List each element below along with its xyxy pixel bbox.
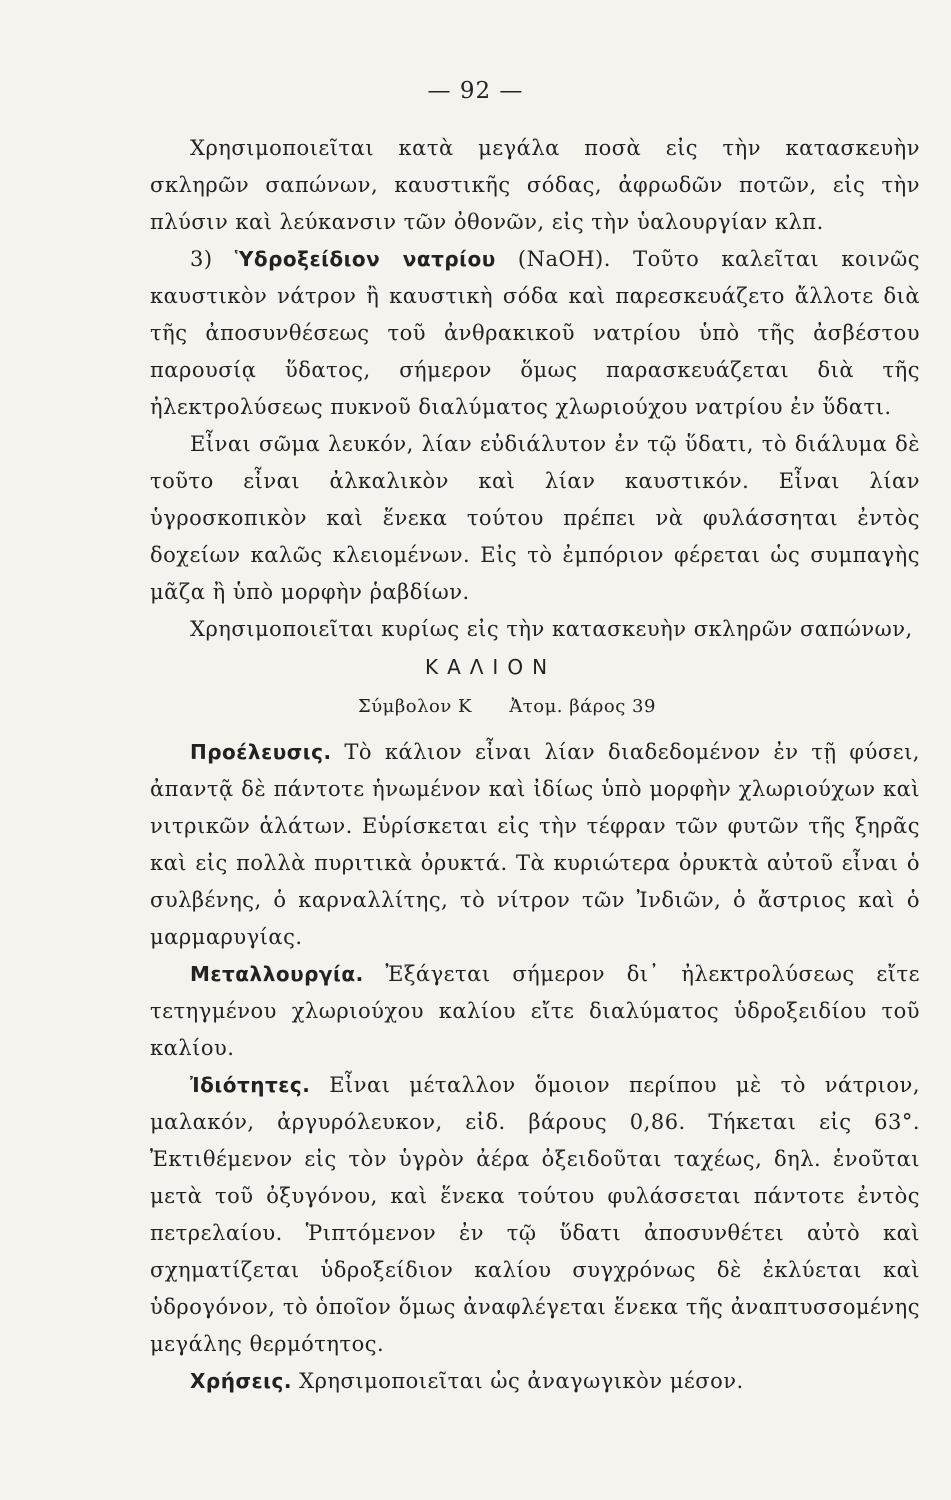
paragraph-uses	[150, 1363, 920, 1400]
page-number: — 92 —	[427, 78, 524, 104]
origin-text: Τὸ κάλιον εἶναι λίαν διαδεδομένον ἐν τῇ φύσει, ἀπαντᾷ δὲ πάντοτε ἡνωμένον καὶ ἰδίως ὑπὸ μορφὴν χλωριούχων καὶ νιτρικῶν ἁλάτων. Εὑρίσκεται εἰς τὴν τέφραν τῶν φυτῶν τῆς ξηρᾶς καὶ εἰς πολλὰ πυριτικὰ ὀρυκτά. Τὰ κυριώτερα ὀρυκτὰ αὐτοῦ εἶναι ὁ συλβένης, ὁ καρναλλίτης, τὸ νίτρον τῶν Ἰνδιῶν, ὁ ἄστριος καὶ ὁ μαρμαρυγίας.	[150, 740, 920, 949]
element-info-line	[358, 696, 656, 717]
section-title-potassium: ΚΑΛΙΟΝ	[424, 655, 557, 679]
heading-uses: Χρήσεις.	[190, 1369, 292, 1393]
text-block-naoh	[150, 130, 920, 611]
heading-metallurgy: Μεταλλουργία.	[190, 962, 364, 986]
metallurgy-text: Ἐξάγεται σήμερον δι᾽ ἠλεκτρολύσεως εἴτε τετηγμένου χλωριούχου καλίου εἴτε διαλύματος ὑδροξειδίου τοῦ καλίου.	[150, 962, 920, 1060]
heading-properties: Ἰδιότητες.	[190, 1073, 311, 1097]
atomic-weight-label: Ἀτομ. βάρος 39	[509, 696, 656, 717]
paragraph-sodium-hydroxide	[150, 241, 920, 426]
paragraph-naoh-uses: Χρησιμοποιεῖται κυρίως εἰς τὴν κατασκευὴν σκληρῶν σαπώνων,	[190, 617, 913, 641]
paragraph-properties-naoh: Εἶναι σῶμα λευκόν, λίαν εὐδιάλυτον ἐν τῷ ὕδατι, τὸ διάλυμα δὲ τοῦτο εἶναι ἀλκαλικὸν καὶ λίαν καυστικόν. Εἶναι λίαν ὑγροσκοπικὸν καὶ ἕνεκα τούτου πρέπει νὰ φυλάσσηται ἐντὸς δοχείων καλῶς κλειομένων. Εἰς τὸ ἐμπόριον φέρεται ὡς συμπαγὴς μᾶζα ἢ ὑπὸ μορφὴν ῥαβδίων.	[150, 432, 920, 604]
paragraph-sodium-carbonate-uses: Χρησιμοποιεῖται κατὰ μεγάλα ποσὰ εἰς τὴν κατασκευὴν σκληρῶν σαπώνων, καυστικῆς σόδας, ἀφρωδῶν ποτῶν, εἰς τὴν πλύσιν καὶ λεύκανσιν τῶν ὀθονῶν, εἰς τὴν ὑαλουργίαν κλπ.	[150, 136, 920, 234]
heading-sodium-hydroxide: Ὑδροξείδιον νατρίου	[234, 247, 496, 271]
symbol-label: Σύμβολον Κ	[358, 696, 472, 717]
paragraph-metallurgy	[150, 956, 920, 1067]
heading-origin: Προέλευσις.	[190, 740, 332, 764]
item-number: 3)	[190, 247, 213, 271]
paragraph-properties	[150, 1067, 920, 1363]
sodium-hydroxide-text: Τοῦτο καλεῖται κοινῶς καυστικὸν νάτρον ἢ καυστικὴ σόδα καὶ παρεσκευάζετο ἄλλοτε διὰ τῆς ἀποσυνθέσεως τοῦ ἀνθρακικοῦ νατρίου ὑπὸ τῆς ἀσβέστου παρουσίᾳ ὕδατος, σήμερον ὅμως παρασκευάζεται διὰ τῆς ἠλεκτρολύσεως πυκνοῦ διαλύματος χλωριούχου νατρίου ἐν ὕδατι.	[150, 247, 920, 419]
paragraph-origin	[150, 734, 920, 956]
formula-naoh: (NaOH).	[517, 247, 611, 271]
text-block-potassium	[150, 734, 920, 1400]
properties-text: Εἶναι μέταλλον ὅμοιον περίπου μὲ τὸ νάτριον, μαλακόν, ἀργυρόλευκον, εἰδ. βάρους 0,86. Τήκεται εἰς 63°. Ἐκτιθέμενον εἰς τὸν ὑγρὸν ἀέρα ὀξειδοῦται ταχέως, δηλ. ἑνοῦται μετὰ τοῦ ὀξυγόνου, καὶ ἕνεκα τούτου φυλάσσεται πάντοτε ἐντὸς πετρελαίου. Ῥιπτόμενον ἐν τῷ ὕδατι ἀποσυνθέτει αὐτὸ καὶ σχηματίζεται ὑδροξείδιον καλίου συγχρόνως δὲ ἐκλύεται καὶ ὑδρογόνον, τὸ ὁποῖον ὅμως ἀναφλέγεται ἕνεκα τῆς ἀναπτυσσομένης μεγάλης θερμότητος.	[150, 1073, 920, 1356]
text-block-naoh-uses	[150, 611, 920, 648]
uses-text: Χρησιμοποιεῖται ὡς ἀναγωγικὸν μέσον.	[299, 1369, 744, 1393]
